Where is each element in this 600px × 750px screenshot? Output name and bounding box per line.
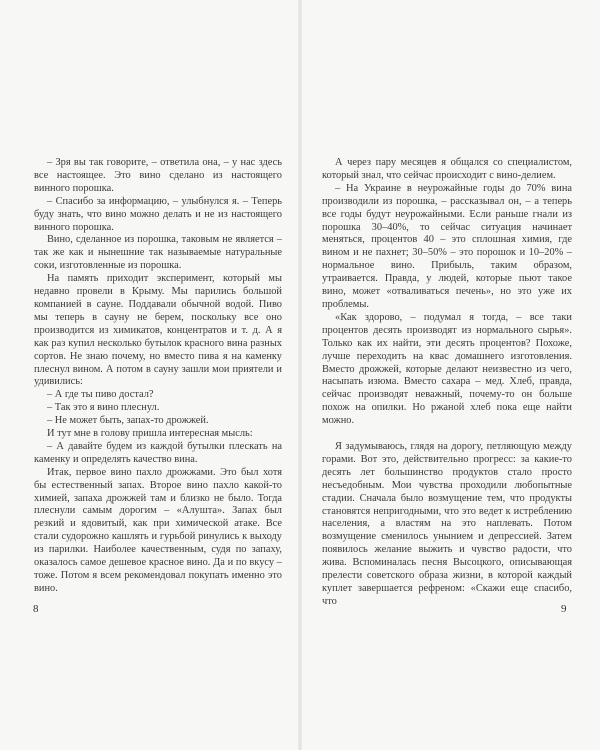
paragraph: Итак, первое вино пахло дрожжами. Это был хотя бы естественный запах. Второе вино пахло какой-то химией, запаха дрожжей там и близко не было. Тогда плеснули самым дорогим – «Алушта». Запах был резкий и ядовитый, как при химической атаке. Все стали судорожно кашлять и гурьбой ринулись к выходу из парилки. Наиболее качественным, судя по запаху, оказалось самое дешевое красное вино. Да и по вкусу – тоже. Потом я всем рекомендовал покупать именно это вино. bbox=[34, 466, 282, 594]
paragraph: – А где ты пиво достал? bbox=[47, 389, 154, 401]
paragraph: – Так это я вино плеснул. bbox=[47, 402, 160, 414]
paragraph: – Не может быть, запах-то дрожжей. bbox=[47, 415, 209, 427]
paragraph: – Спасибо за информацию, – улыбнулся я. – Теперь буду знать, что вино можно делать и не из настоящего винного порошка. bbox=[34, 195, 282, 233]
right-page bbox=[300, 0, 600, 750]
paragraph: На память приходит эксперимент, который мы недавно провели в Крыму. Мы парились большой компанией в сауне. Поддавали обычной водой. Пиво мы теперь в сауну не берем, поскольку все оно производится из химикатов, концентратов и т. д. А я как раз купил несколько бутылок красного вина разных сортов. Не знаю почему, но вместо пива я на каменку плеснул вином. А потом в сауну зашли мои приятели и удивились: bbox=[34, 273, 282, 388]
paragraph: «Как здорово, – подумал я тогда, – все таки процентов десять производят из нормального сырья». Только как их найти, эти десять процентов? Похоже, лучше переходить на квас домашнего изготовления. Вместо дрожжей, которые делают неизвестно из чего, насыпать изюма. Вместо сахара – мед. Хлеб, правда, сейчас производят неважный, почему-то он больше похож на опилки. Но ржаной хлеб пока еще найти можно. bbox=[322, 311, 572, 427]
section-break bbox=[322, 428, 572, 441]
page-number-right: 9 bbox=[561, 603, 567, 615]
paragraph: А через пару месяцев я общался со специалистом, который знал, что сейчас происходит с вино-делием. bbox=[322, 157, 572, 181]
paragraph: – Зря вы так говорите, – ответила она, – у нас здесь все настоящее. Это вино сделано из настоящего винного порошка. bbox=[34, 157, 282, 194]
paragraph: – На Украине в неурожайные годы до 70% вина производили из порошка, – рассказывал он, – а теперь все годы будут неурожайными. Если раньше гнали из порошка 30–40%, то сейчас ситуация начинает меняться, процентов 40 – это сплошная химия, где вином и не пахнет; 30–50% – это порошок и 10–20% – нормальное вино. Прибыль, таким образом, утраивается. Правда, у людей, которые пьют такое вино, может «отваливаться печень», но это уже их проблемы. bbox=[322, 182, 572, 310]
page-number-left: 8 bbox=[33, 603, 39, 615]
paragraph: Вино, сделанное из порошка, таковым не является – так же как и нынешние так называемые натуральные соки, изготовленные из порошка. bbox=[34, 234, 282, 272]
paragraph: Я задумываюсь, глядя на дорогу, петляющую между горами. Вот это, действительно прогресс: за какие-то десять лет большинство продуктов стало просто несъедобным. Мои чувства проходили любопытные стадии. Сначала было возмущение тем, что продукты становятся непригодными, что это ведет к истреблению населения, а властям на это наплевать. Потом возмущение сменилось унынием и депрессией. Затем появилось желание выжить и чувство радости, что жива. Вспоминалась песня Высоцкого, описывающая прелести советского образа жизни, в которой каждый куплет завершается рефреном: «Скажи еще спасибо, что bbox=[322, 441, 572, 607]
paragraph: – А давайте будем из каждой бутылки плескать на каменку и определять качество вина. bbox=[34, 440, 282, 465]
paragraph: И тут мне в голову пришла интересная мысль: bbox=[47, 428, 253, 440]
